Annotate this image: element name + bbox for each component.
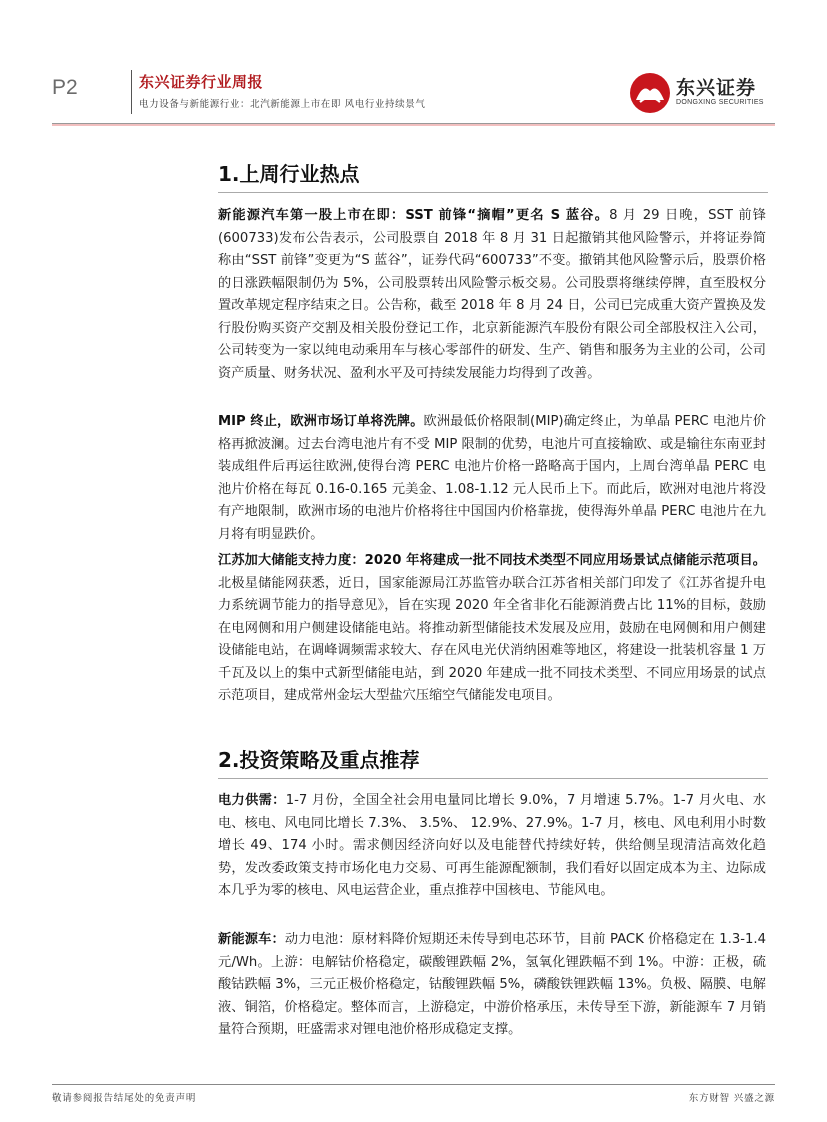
section-title: 1.上周行业热点	[218, 162, 360, 186]
paragraph-lead: 新能源车：	[218, 932, 285, 947]
paragraph-lead: 新能源汽车第一股上市在即：SST 前锋“摘帽”更名 S 蓝谷。	[218, 208, 610, 223]
dongxing-logo	[628, 71, 768, 117]
logo-english-name: DONGXING SECURITIES	[676, 99, 764, 106]
paragraph-lead: 电力供需：	[218, 793, 286, 808]
header-divider	[131, 70, 132, 114]
paragraph	[218, 790, 766, 903]
page-number: P2	[52, 76, 78, 99]
footer-slogan: 东方财智 兴盛之源	[688, 1093, 775, 1104]
paragraph-lead: 江苏加大储能支持力度：2020 年将建成一批不同技术类型不同应用场景试点储能示范项目。	[218, 553, 766, 568]
paragraph	[218, 550, 766, 708]
paragraph	[218, 411, 766, 546]
footer-rule	[52, 1084, 775, 1085]
logo-chinese-name: 东兴证券	[676, 77, 757, 99]
report-name: 东兴证券行业周报	[139, 73, 264, 91]
paragraph-body: 北极星储能网获悉，近日，国家能源局江苏监管办联合江苏省相关部门印发了《江苏省提升电力系统调节能力的指导意见》，旨在实现 2020 年全省非化石能源消费占比 11%的目标，鼓励在电网侧和用户侧建设储能电站。将推动新型储能技术发展及应用，鼓励在电网侧和用户侧建设储能电站，在调峰调频需求较大、存在风电光伏消纳困难等地区，将建设一批装机容量 1 万千瓦及以上的集中式新型储能电站，到 2020 年建成一批不同技术类型、不同应用场景的试点示范项目，建成常州金坛大型盐穴压缩空气储能发电项目。	[218, 575, 766, 703]
paragraph-body: 1-7 月份，全国全社会用电量同比增长 9.0%，7 月增速 5.7%。1-7 月火电、水电、核电、风电同比增长 7.3%、 3.5%、 12.9%、27.9%。1-7 月，核电、风电利用小时数增长 49、174 小时。需求侧因经济向好以及电能替代持续好转，供给侧呈现清洁高效化趋势，发改委政策支持市场化电力交易、可再生能源配额制，我们看好以固定成本为主、边际成本几乎为零的核电、风电运营企业，重点推荐中国核电、节能风电。	[218, 793, 766, 898]
paragraph-body: 动力电池：原材料降价短期还未传导到电芯环节，目前 PACK 价格稳定在 1.3-1.4 元/Wh。上游：电解钴价格稳定，碳酸锂跌幅 2%，氢氧化锂跌幅不到 1%。中游：正极，硫酸钴跌幅 3%，三元正极价格稳定，钴酸锂跌幅 5%，磷酸铁锂跌幅 13%。负极、隔膜、电解液、铜箔，价格稳定。整体而言，上游稳定，中游价格承压，未传导至下游，新能源车 7 月销量符合预期，旺盛需求对锂电池价格形成稳定支撑。	[218, 932, 766, 1037]
section-title: 2.投资策略及重点推荐	[218, 748, 420, 772]
footer-disclaimer: 敬请参阅报告结尾处的免责声明	[52, 1093, 197, 1104]
paragraph	[218, 205, 766, 385]
section-title-rule	[218, 778, 768, 779]
paragraph	[218, 929, 766, 1042]
section-title-rule	[218, 192, 768, 193]
header-rule-accent	[52, 124, 775, 126]
paragraph-body: 8 月 29 日晚，SST 前锋(600733)发布公告表示，公司股票自 2018 年 8 月 31 日起撤销其他风险警示，并将证券简称由“SST 前锋”变更为“S 蓝谷”，证券代码“600733”不变。撤销其他风险警示后，股票价格的日涨跌幅限制仍为 5%，公司股票转出风险警示板交易。公司股票将继续停牌，直至股权分置改革规定程序结束之日。公告称，截至 2018 年 8 月 24 日，公司已完成重大资产置换及发行股份购买资产交割及相关股份登记工作，北京新能源汽车股份有限公司全部股权注入公司，公司转变为一家以纯电动乘用车与核心零部件的研发、生产、销售和服务为主业的公司，公司资产质量、财务状况、盈利水平及可持续发展能力均得到了改善。	[218, 208, 766, 381]
paragraph-body: 欧洲最低价格限制(MIP)确定终止，为单晶 PERC 电池片价格再掀波澜。过去台湾电池片有不受 MIP 限制的优势，电池片可直接输欧、或是输往东南亚封装成组件后再运往欧洲,使得台湾 PERC 电池片价格一路略高于国内，上周台湾单晶 PERC 电池片价格在每瓦 0.16-0.165 元美金、1.08-1.12 元人民币上下。而此后，欧洲对电池片将没有产地限制，欧洲市场的电池片价格将往中国国内价格靠拢，使得海外单晶 PERC 电池片在九月将有明显跌价。	[218, 414, 766, 542]
dongxing-logo-icon	[628, 71, 672, 115]
header-subtitle: 电力设备与新能源行业：北汽新能源上市在即 风电行业持续景气	[139, 99, 426, 110]
paragraph-lead: MIP 终止，欧洲市场订单将洗牌。	[218, 414, 424, 429]
